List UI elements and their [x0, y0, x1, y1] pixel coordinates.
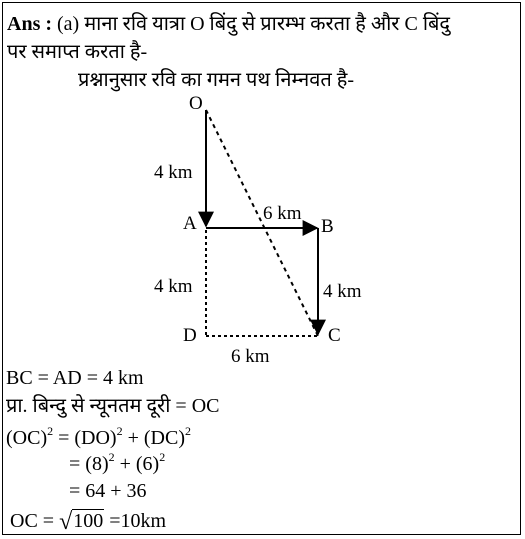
path-intro: प्रश्नानुसार रवि का गमन पथ निम्नवत है- — [78, 69, 355, 91]
solution-line-2: प्रा. बिन्दु से न्यूनतम दूरी = OC — [6, 395, 220, 417]
intro-text-1: माना रवि यात्रा O बिंदु से प्रारम्भ करता है और C बिंदु — [84, 13, 451, 35]
sqrt-sign: √100 — [59, 509, 104, 535]
label-dc: 6 km — [231, 346, 270, 367]
solution-line-1: BC = AD = 4 km — [6, 367, 144, 389]
point-b: B — [321, 216, 334, 237]
answer-option: (a) — [57, 13, 80, 35]
solution-line-3: (OC)$^2$ = (DO)$^2$ + (DC)$^2$ — [6, 424, 191, 449]
solution-line-4: = $(8)^2 + (6)^2$ — [69, 450, 166, 475]
point-c: C — [328, 325, 341, 346]
label-bc: 4 km — [323, 281, 362, 302]
solution-line-5: = 64 + 36 — [69, 480, 147, 502]
point-d: D — [183, 325, 197, 346]
answer-line-2: पर समाप्त करता है- — [7, 41, 148, 63]
point-o: O — [189, 93, 203, 114]
label-ab: 6 km — [263, 203, 302, 224]
solution-line-6: OC = √100 =10km — [10, 509, 167, 535]
label-ad: 4 km — [154, 276, 193, 297]
label-oa: 4 km — [154, 162, 193, 183]
ans-label: Ans : — [7, 13, 53, 35]
point-a: A — [183, 213, 197, 234]
